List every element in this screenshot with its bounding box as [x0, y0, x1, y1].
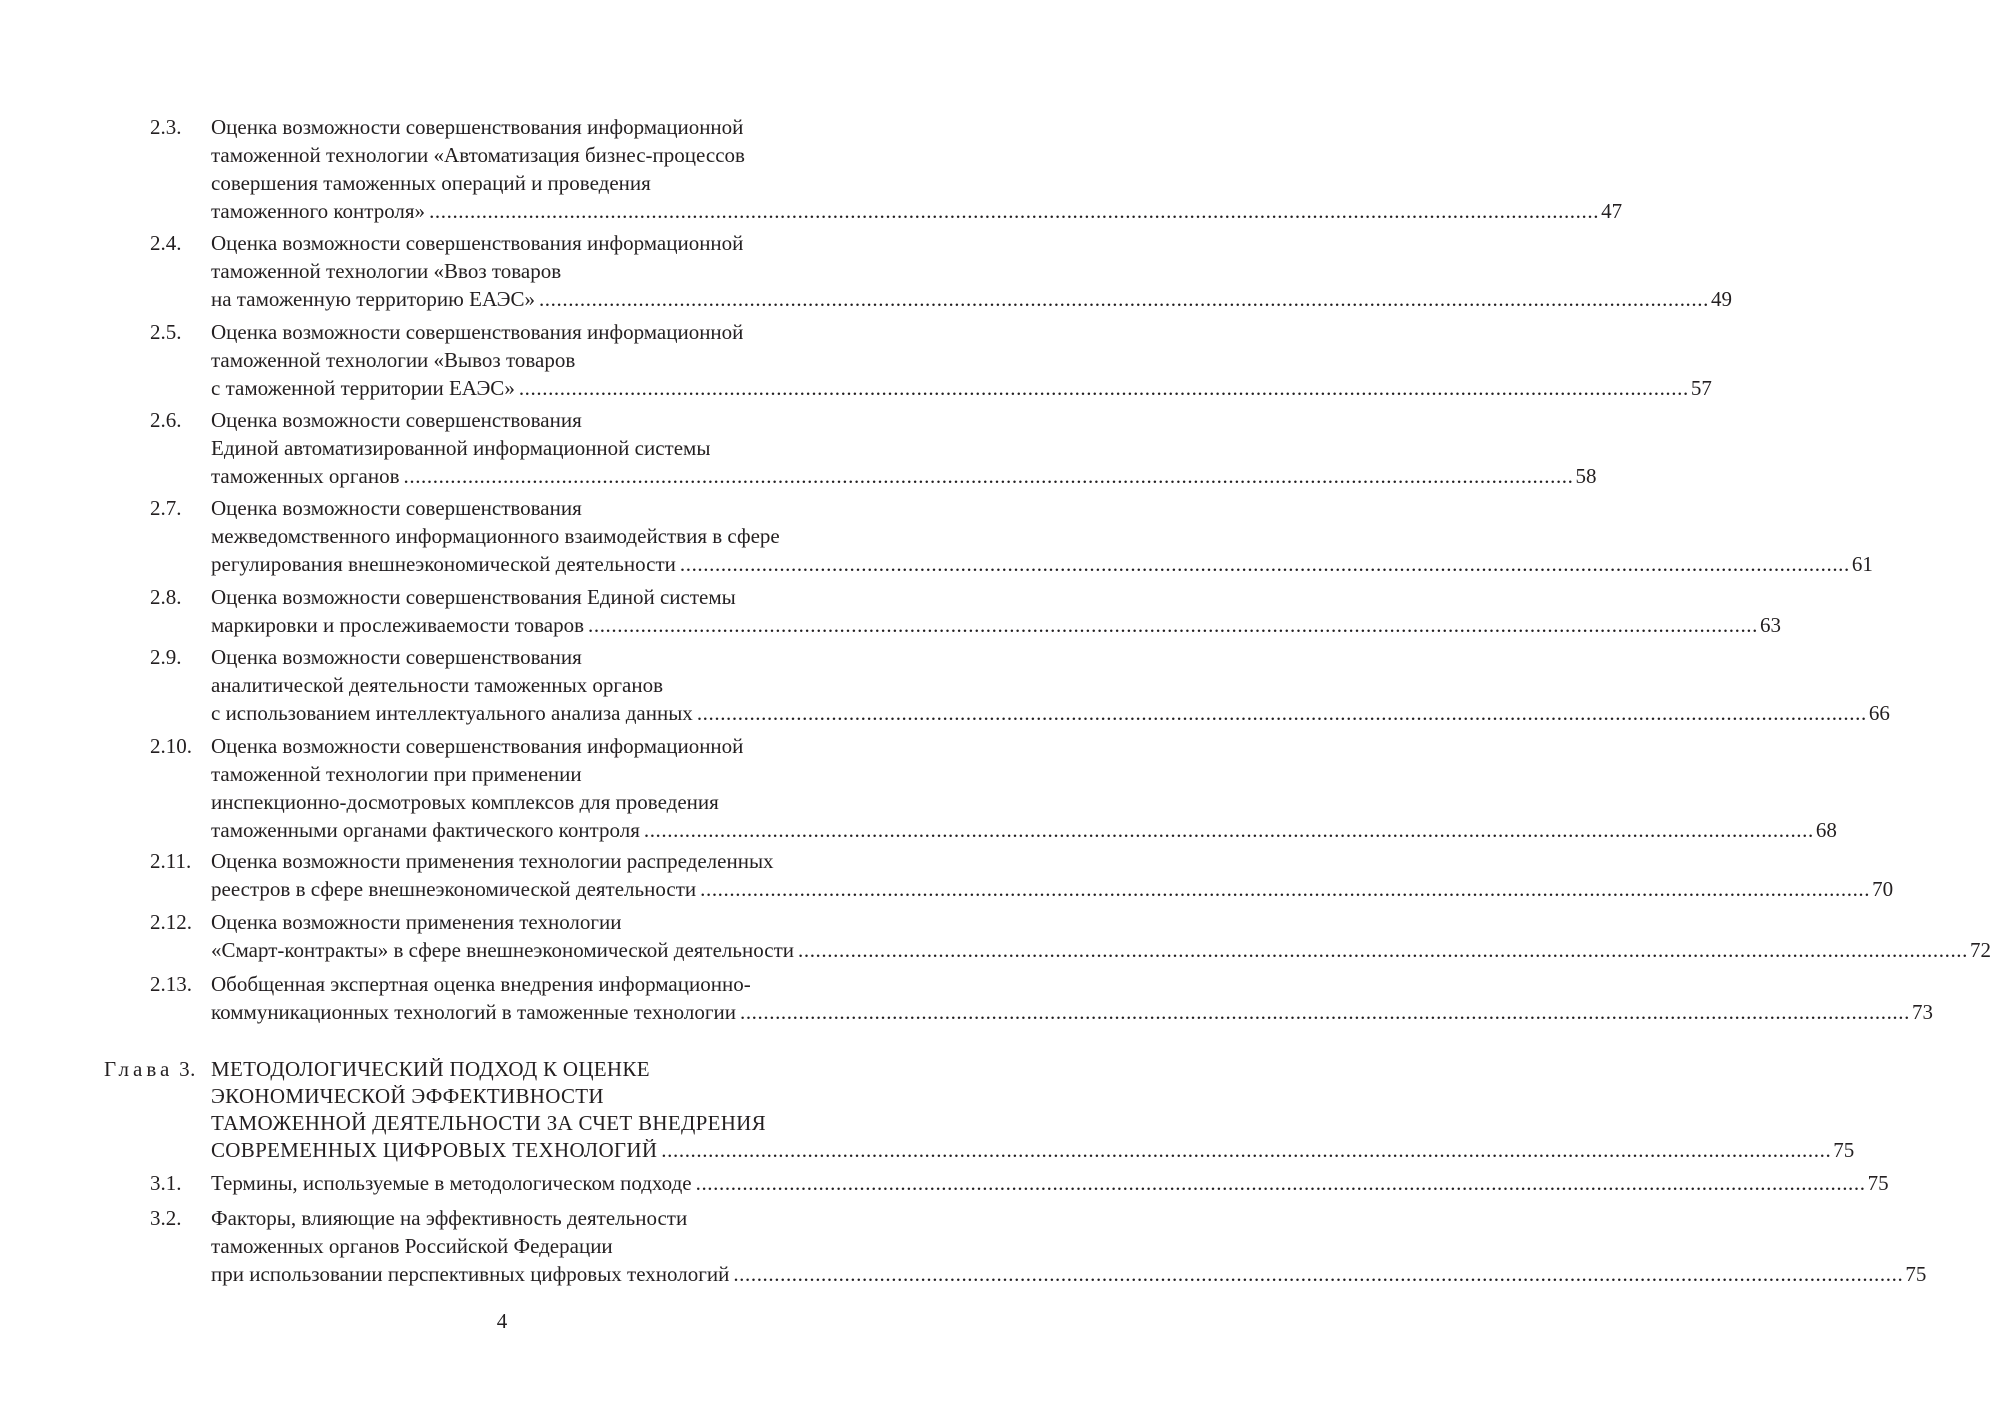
dot-leader: ........................................................................................................................................................................................................ — [661, 1138, 1832, 1162]
entry-title-line: совершения таможенных операций и проведения — [211, 171, 651, 195]
entry-page-number: 75 — [1905, 1262, 1927, 1286]
entry-title-line: таможенной технологии «Автоматизация бизнес-процессов — [211, 143, 745, 167]
entry-title-line: с использованием интеллектуального анализа данных — [211, 701, 693, 725]
entry-page-number: 49 — [1710, 287, 1732, 311]
dot-leader: ........................................................................................................................................................................................................ — [588, 613, 1758, 637]
entry-number: 2.7. — [150, 496, 182, 520]
dot-leader: ........................................................................................................................................................................................................ — [696, 701, 1867, 725]
dot-leader: ........................................................................................................................................................................................................ — [679, 552, 1850, 576]
entry-page-number: 70 — [1872, 877, 1894, 901]
entry-title-line: Оценка возможности совершенствования информационной — [211, 734, 744, 758]
dot-leader: ........................................................................................................................................................................................................ — [403, 464, 1574, 488]
entry-number: 2.4. — [150, 231, 182, 255]
entry-title-line: Оценка возможности применения технологии распределенных — [211, 849, 774, 873]
dot-leader: ........................................................................................................................................................................................................ — [518, 376, 1689, 400]
entry-title-line: СОВРЕМЕННЫХ ЦИФРОВЫХ ТЕХНОЛОГИЙ — [211, 1138, 658, 1162]
entry-last-line — [211, 462, 1597, 490]
entry-title-line: Оценка возможности совершенствования — [211, 645, 582, 669]
entry-title-line: таможенной технологии при применении — [211, 762, 582, 786]
entry-title-line: Оценка возможности совершенствования — [211, 408, 582, 432]
entry-title-line: на таможенную территорию ЕАЭС» — [211, 287, 535, 311]
entry-number: 2.3. — [150, 115, 182, 139]
dot-leader: ........................................................................................................................................................................................................ — [733, 1262, 1904, 1286]
entry-page-number: 66 — [1868, 701, 1890, 725]
entry-title-line: МЕТОДОЛОГИЧЕСКИЙ ПОДХОД К ОЦЕНКЕ — [211, 1057, 650, 1081]
entry-number: 2.9. — [150, 645, 182, 669]
entry-title-line: Оценка возможности совершенствования Единой системы — [211, 585, 736, 609]
entry-number: 2.12. — [150, 910, 192, 934]
entry-title-line: «Смарт-контракты» в сфере внешнеэкономической деятельности — [211, 938, 794, 962]
entry-page-number: 57 — [1690, 376, 1712, 400]
entry-page-number: 68 — [1815, 818, 1837, 842]
chapter-number — [104, 1055, 196, 1083]
entry-title-line: Оценка возможности совершенствования информационной — [211, 320, 744, 344]
entry-last-line — [211, 1136, 1855, 1164]
entry-title-line: ЭКОНОМИЧЕСКОЙ ЭФФЕКТИВНОСТИ — [211, 1084, 604, 1108]
entry-number: 2.5. — [150, 320, 182, 344]
entry-title-line: таможенными органами фактического контроля — [211, 818, 640, 842]
entry-title-line: Оценка возможности совершенствования информационной — [211, 231, 744, 255]
entry-number: 3. — [179, 1057, 196, 1081]
entry-last-line — [211, 875, 1894, 903]
entry-last-line — [211, 550, 1873, 578]
entry-number: 2.11. — [150, 849, 192, 873]
dot-leader: ........................................................................................................................................................................................................ — [798, 938, 1968, 962]
entry-title-line: таможенных органов — [211, 464, 400, 488]
dot-leader: ........................................................................................................................................................................................................ — [643, 818, 1814, 842]
entry-page-number: 75 — [1867, 1171, 1889, 1195]
entry-title-line: коммуникационных технологий в таможенные технологии — [211, 1000, 736, 1024]
entry-title-line: с таможенной территории ЕАЭС» — [211, 376, 515, 400]
entry-title-line: Оценка возможности применения технологии — [211, 910, 622, 934]
dot-leader: ........................................................................................................................................................................................................ — [695, 1171, 1866, 1195]
entry-title-line: Оценка возможности совершенствования информационной — [211, 115, 744, 139]
entry-title-line: межведомственного информационного взаимодействия в сфере — [211, 524, 780, 548]
page-number: 4 — [496, 1309, 508, 1333]
entry-page-number: 47 — [1601, 199, 1623, 223]
entry-title-line: таможенной технологии «Вывоз товаров — [211, 348, 576, 372]
entry-number: 2.13. — [150, 972, 192, 996]
entry-title-line: при использовании перспективных цифровых технологий — [211, 1262, 730, 1286]
entry-title-line: аналитической деятельности таможенных органов — [211, 673, 664, 697]
entry-last-line — [211, 998, 1933, 1026]
entry-number: 3.2. — [150, 1206, 182, 1230]
entry-title-line: Оценка возможности совершенствования — [211, 496, 582, 520]
dot-leader: ........................................................................................................................................................................................................ — [429, 199, 1600, 223]
entry-title-line: регулирования внешнеэкономической деятельности — [211, 552, 676, 576]
entry-last-line — [211, 285, 1732, 313]
entry-page-number: 58 — [1575, 464, 1597, 488]
entry-title-line: таможенной технологии «Ввоз товаров — [211, 259, 562, 283]
chapter-word: Глава — [104, 1057, 174, 1081]
entry-page-number: 75 — [1833, 1138, 1855, 1162]
entry-title-line: таможенного контроля» — [211, 199, 426, 223]
entry-page-number: 72 — [1970, 938, 1991, 962]
entry-title-line: таможенных органов Российской Федерации — [211, 1234, 613, 1258]
entry-title-line: Термины, используемые в методологическом подходе — [211, 1171, 692, 1195]
entry-last-line — [211, 197, 1623, 225]
entry-last-line — [211, 1260, 1927, 1288]
entry-number: 2.6. — [150, 408, 182, 432]
entry-last-line — [211, 611, 1781, 639]
entry-title-line: реестров в сфере внешнеэкономической деятельности — [211, 877, 697, 901]
entry-last-line — [211, 816, 1837, 844]
entry-last-line — [211, 936, 1991, 964]
dot-leader: ........................................................................................................................................................................................................ — [739, 1000, 1910, 1024]
entry-title-line: Обобщенная экспертная оценка внедрения информационно- — [211, 972, 751, 996]
entry-last-line — [211, 1169, 1889, 1197]
entry-last-line — [211, 374, 1712, 402]
entry-title-line: маркировки и прослеживаемости товаров — [211, 613, 584, 637]
entry-page-number: 63 — [1760, 613, 1781, 637]
entry-number: 3.1. — [150, 1171, 182, 1195]
dot-leader: ........................................................................................................................................................................................................ — [700, 877, 1871, 901]
entry-last-line — [211, 699, 1890, 727]
entry-title-line: инспекционно-досмотровых комплексов для проведения — [211, 790, 719, 814]
entry-number: 2.10. — [150, 734, 192, 758]
entry-title-line: Факторы, влияющие на эффективность деятельности — [211, 1206, 688, 1230]
entry-title-line: Единой автоматизированной информационной системы — [211, 436, 711, 460]
entry-title-line: ТАМОЖЕННОЙ ДЕЯТЕЛЬНОСТИ ЗА СЧЕТ ВНЕДРЕНИЯ — [211, 1111, 766, 1135]
entry-page-number: 61 — [1851, 552, 1873, 576]
entry-number: 2.8. — [150, 585, 182, 609]
entry-page-number: 73 — [1911, 1000, 1933, 1024]
dot-leader: ........................................................................................................................................................................................................ — [538, 287, 1709, 311]
